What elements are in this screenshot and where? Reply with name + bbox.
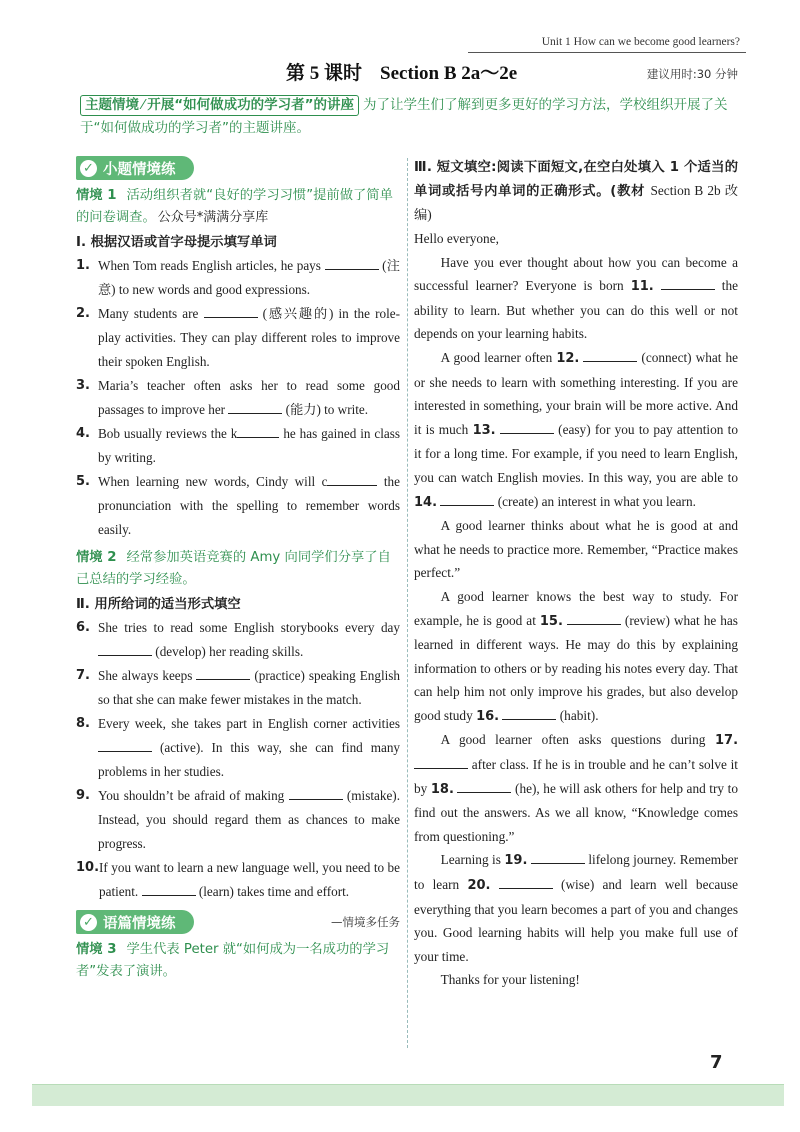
suggested-time: 建议用时:30 分钟 <box>646 67 738 81</box>
paragraph-6: Learning is 19. lifelong journey. Remember to learn 20. (wise) and learn well because everything that you learn becomes a part of you and changes you. Good learning habits will help you make full use of your time. <box>414 852 739 964</box>
column-divider <box>407 158 408 1048</box>
answer-blank[interactable] <box>204 305 258 318</box>
paragraph-1: Have you ever thought about how you can become a successful learner? Everyone is born 11. the ability to learn. But whether you can do this well or not depends on your learning habits. <box>414 254 739 342</box>
answer-blank[interactable] <box>325 257 379 270</box>
question-1: 1. When Tom reads English articles, he pays (注意) to new words and good expressions. <box>76 258 400 297</box>
section-label: Section B 2a～2e <box>380 63 518 84</box>
answer-blank[interactable] <box>457 780 511 793</box>
paragraph-2: A good learner often 12. (connect) what he or she needs to learn with something interesting. If you are interested in something, your brain will be more active. And it is much 13. (easy) for you to pay attention to it for a long time. For example, if you need to learn English, you can watch English movies. In this way, you are able to 14. (create) an interest in what you learn. <box>414 349 739 510</box>
question-2: 2. Many students are (感兴趣的) in the role-play activities. They can play different roles to improve their spoken English. <box>76 306 401 369</box>
check-icon: ✓ <box>80 160 97 177</box>
paragraph-3: A good learner thinks about what he is good at and what he needs to practice more. Remember, “Practice makes perfect.” <box>414 518 738 581</box>
answer-blank[interactable] <box>228 401 282 414</box>
header-rule <box>468 52 746 53</box>
banner-note: —情境多任务 <box>331 915 400 929</box>
question-9: 9. You shouldn’t be afraid of making (mistake). Instead, you should regard them as chances to make progress. <box>76 788 400 851</box>
answer-blank[interactable] <box>289 787 343 800</box>
answer-blank[interactable] <box>196 667 250 680</box>
right-column <box>414 156 738 992</box>
page-number: 7 <box>710 1052 723 1073</box>
answer-blank[interactable] <box>661 277 715 290</box>
question-10: 10. If you want to learn a new language well, you need to be patient. (learn) takes time and effort. <box>76 860 400 899</box>
banner-discourse: ✓ 语篇情境练 <box>76 910 194 934</box>
check-icon: ✓ <box>80 914 97 931</box>
unit-heading: Unit 1 How can we become good learners? <box>541 36 740 48</box>
part-1-title: Ⅰ. 根据汉语或首字母提示填写单词 <box>76 235 277 250</box>
answer-blank[interactable] <box>142 883 196 896</box>
answer-blank[interactable] <box>98 739 152 752</box>
lesson-number: 第 5 课时 <box>286 63 363 84</box>
theme-text: 为了让学生们了解到更多更好的学习方法，学校组织开展了关于“如何做成功的学习者”的主题讲座。 <box>80 97 728 136</box>
footer-band <box>32 1084 784 1106</box>
passage <box>414 227 738 992</box>
question-8: 8. Every week, she takes part in English corner activities (active). In this way, she can find many problems in her studies. <box>76 716 401 779</box>
answer-blank[interactable] <box>440 493 494 506</box>
scene-1: 情境 1 活动组织者就“良好的学习习惯”提前做了简单的问卷调查。 公众号*满满分享库 <box>76 188 393 225</box>
banner-practice: ✓ 小题情境练 <box>76 156 194 180</box>
answer-blank[interactable] <box>583 349 637 362</box>
closing: Thanks for your listening! <box>440 972 580 988</box>
answer-blank[interactable] <box>499 876 553 889</box>
scene-3: 情境 3 学生代表 Peter 就“如何成为一名成功的学习者”发表了演讲。 <box>76 942 390 979</box>
scene-2: 情境 2 经常参加英语竞赛的 Amy 向同学们分享了自己总结的学习经验。 <box>76 550 391 587</box>
question-4: 4. Bob usually reviews the k he has gained in class by writing. <box>76 426 400 465</box>
question-3: 3. Maria’s teacher often asks her to read some good passages to improve her (能力) to write. <box>76 378 400 417</box>
answer-blank[interactable] <box>531 851 585 864</box>
left-column <box>76 156 400 983</box>
question-7: 7. She always keeps (practice) speaking English so that she can make fewer mistakes in the match. <box>76 668 401 707</box>
banner-discourse-row <box>76 910 400 934</box>
answer-blank[interactable] <box>500 421 554 434</box>
paragraph-5: A good learner often asks questions during 17. after class. If he is in trouble and he can’t solve it by 18. (he), he will ask others for help and try to find out the answers. As we all know, “Knowledge comes from questioning.” <box>414 732 739 844</box>
part-3-title: Ⅲ. 短文填空:阅读下面短文,在空白处填入 1 个适当的单词或括号内单词的正确形式。(教材 Section B 2b 改编) <box>414 160 738 222</box>
answer-blank[interactable] <box>567 612 621 625</box>
question-5: 5. When learning new words, Cindy will c the pronunciation with the spelling to remember words easily. <box>76 474 400 537</box>
answer-blank[interactable] <box>327 473 377 486</box>
theme-tag: 主题情境 ⁄ 开展“如何做成功的学习者”的讲座 <box>80 95 359 116</box>
answer-blank[interactable] <box>414 756 468 769</box>
answer-blank[interactable] <box>237 425 279 438</box>
lesson-title <box>286 58 517 85</box>
greeting: Hello everyone, <box>414 231 499 246</box>
answer-blank[interactable] <box>98 643 152 656</box>
watermark: 公众号*满满分享库 <box>157 210 269 225</box>
paragraph-4: A good learner knows the best way to study. For example, he is good at 15. (review) what he has learned in different ways. He may do this by explaining information to others or by reading his notes every day. That can help him not only improve his grades, but also develop good study 16. (habit). <box>414 588 738 724</box>
theme-intro <box>80 94 745 140</box>
answer-blank[interactable] <box>502 707 556 720</box>
question-6: 6. She tries to read some English storybooks every day (develop) her reading skills. <box>76 620 400 659</box>
part-2-title: Ⅱ. 用所给词的适当形式填空 <box>76 597 241 612</box>
